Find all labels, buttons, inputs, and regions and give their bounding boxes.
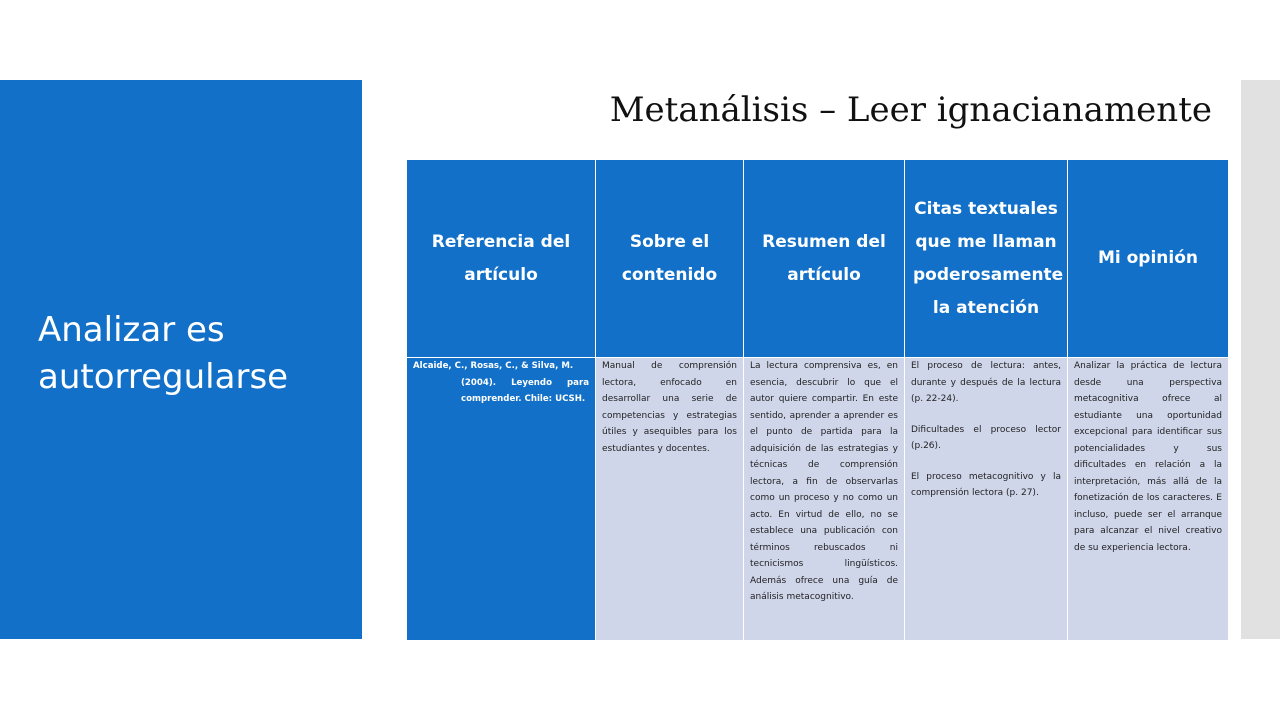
reference-line: Alcaide, C., Rosas, C., & Silva, M. [413, 361, 574, 371]
header-opinion: Mi opinión [1068, 160, 1229, 358]
header-quotes: Citas textuales que me llaman poderosamente la atención [905, 160, 1068, 358]
cell-summary: La lectura comprensiva es, en esencia, descubrir lo que el autor quiere compartir. En este sentido, aprender a aprender es el punto de partida para la adquisición de las estrategias y técnicas de comprensión lectora, a fin de observarlas como un proceso y no como un acto. En virtud de ello, no se establece una publicación con términos rebuscados ni tecnicismos lingüísticos. Además ofrece una guía de análisis metacognitivo. [744, 358, 905, 641]
cell-opinion: Analizar la práctica de lectura desde una perspectiva metacognitiva ofrece al estudiante una oportunidad excepcional para identificar sus potencialidades y sus dificultades en relación a la interpretación, más allá de la fonetización de los caracteres. E incluso, puede ser el arranque para alcanzar el nivel creativo de su experiencia lectora. [1068, 358, 1229, 641]
cell-content: Manual de comprensión lectora, enfocado en desarrollar una serie de competencias y estrategias útiles y asequibles para los estudiantes y docentes. [596, 358, 744, 641]
quote-item: Dificultades el proceso lector (p.26). [911, 424, 1061, 451]
header-reference: Referencia del artículo [407, 160, 596, 358]
header-summary: Resumen del artículo [744, 160, 905, 358]
right-side-strip [1241, 80, 1280, 639]
slide-title: Metanálisis – Leer ignacianamente [609, 90, 1212, 130]
quote-item: El proceso metacognitivo y la comprensión lectora (p. 27). [911, 471, 1061, 498]
quote-item: El proceso de lectura: antes, durante y después de la lectura (p. 22-24). [911, 361, 1061, 404]
header-content: Sobre el contenido [596, 160, 744, 358]
section-title: Analizar es autorregularse [38, 310, 289, 397]
table-row [407, 358, 1229, 641]
cell-reference [407, 358, 596, 641]
analysis-table [406, 159, 1229, 641]
table-header-row [407, 160, 1229, 358]
cell-quotes [905, 358, 1068, 641]
reference-line: (2004). Leyendo para comprender. Chile: UCSH. [461, 377, 589, 404]
